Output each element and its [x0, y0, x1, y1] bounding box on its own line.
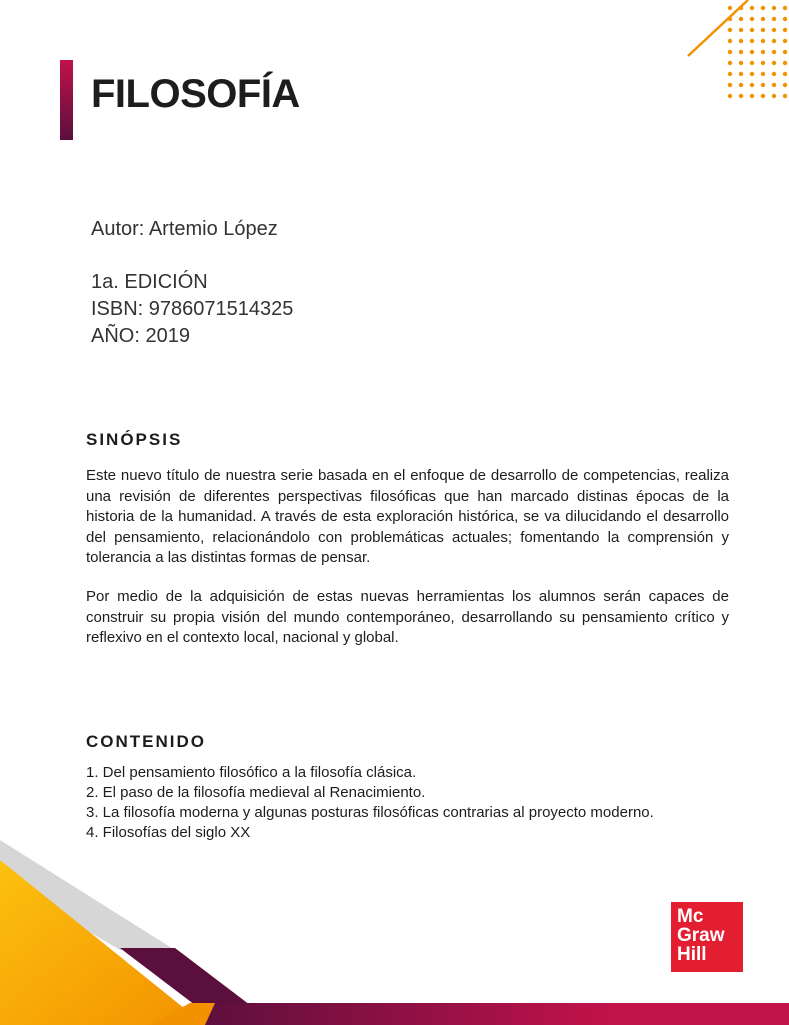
list-item: 2. El paso de la filosofía medieval al Renacimiento.	[86, 784, 426, 801]
orange-dot	[728, 83, 732, 87]
title-accent-bar	[60, 60, 73, 140]
synopsis-paragraph: Este nuevo título de nuestra serie basada en el enfoque de desarrollo de competencias, realiza una revisión de diferentes perspectivas filosóficas que han marcado distinas épocas de la historia de la humanidad. A través de esta exploración histórica, se va dilucidando el desarrollo del pensamiento, relacionándolo con problemáticas actuales; fomentando la comprensión y tolerancia a las distintas formas de pensar.	[86, 467, 729, 566]
orange-dot	[728, 72, 732, 76]
isbn-text: ISBN: 9786071514325	[91, 298, 294, 320]
orange-dot	[739, 17, 743, 21]
orange-dot	[750, 72, 754, 76]
orange-dot	[739, 61, 743, 65]
orange-dot	[750, 17, 754, 21]
logo-line: Hill	[677, 944, 707, 965]
orange-dot	[772, 50, 776, 54]
orange-dot	[728, 39, 732, 43]
orange-dot	[761, 17, 765, 21]
orange-dot	[739, 72, 743, 76]
orange-dot	[772, 83, 776, 87]
orange-dot	[783, 50, 787, 54]
orange-dot	[772, 6, 776, 10]
orange-dot	[739, 50, 743, 54]
orange-dot	[728, 6, 732, 10]
orange-dot	[728, 94, 732, 98]
contents-heading: CONTENIDO	[86, 732, 206, 751]
orange-dot	[750, 6, 754, 10]
orange-dot	[783, 61, 787, 65]
page-title: FILOSOFÍA	[91, 72, 300, 116]
orange-dot	[783, 39, 787, 43]
orange-dot	[728, 50, 732, 54]
edition-text: 1a. EDICIÓN	[91, 271, 208, 293]
list-item: 1. Del pensamiento filosófico a la filosofía clásica.	[86, 764, 417, 781]
orange-dot	[783, 83, 787, 87]
orange-dot	[739, 83, 743, 87]
orange-dot	[761, 61, 765, 65]
orange-dot	[783, 17, 787, 21]
orange-dot	[750, 28, 754, 32]
orange-dot-pattern	[728, 6, 787, 98]
list-item: 3. La filosofía moderna y algunas posturas filosóficas contrarias al proyecto moderno.	[86, 804, 654, 821]
orange-dot	[772, 17, 776, 21]
orange-dot	[783, 28, 787, 32]
orange-dot	[750, 94, 754, 98]
orange-dot	[750, 50, 754, 54]
orange-dot	[750, 61, 754, 65]
orange-dot	[728, 28, 732, 32]
author-text: Autor: Artemio López	[91, 218, 278, 240]
year-text: AÑO: 2019	[91, 325, 190, 347]
bottom-gradient-bar	[190, 1003, 789, 1025]
orange-dot	[761, 6, 765, 10]
orange-dot	[761, 39, 765, 43]
mcgraw-hill-logo	[671, 902, 743, 972]
orange-dot	[783, 94, 787, 98]
logo-line: Mc	[677, 906, 704, 927]
orange-dot	[761, 83, 765, 87]
logo-line: Graw	[677, 925, 725, 946]
orange-dot	[739, 6, 743, 10]
synopsis-paragraph: Por medio de la adquisición de estas nuevas herramientas los alumnos serán capaces de construir su propia visión del mundo contemporáneo, desarrollando su pensamiento crítico y reflexivo en el contexto local, nacional y global.	[86, 588, 729, 646]
orange-dot	[739, 39, 743, 43]
orange-dot	[750, 39, 754, 43]
list-item: 4. Filosofías del siglo XX	[86, 824, 251, 841]
orange-dot	[739, 94, 743, 98]
orange-dot	[739, 28, 743, 32]
orange-dot	[783, 6, 787, 10]
orange-dot	[728, 17, 732, 21]
orange-dot	[772, 61, 776, 65]
orange-dot	[783, 72, 787, 76]
orange-dot	[761, 50, 765, 54]
orange-dot	[772, 28, 776, 32]
orange-dot	[761, 72, 765, 76]
synopsis-heading: SINÓPSIS	[86, 430, 183, 449]
orange-dot	[750, 83, 754, 87]
orange-dot	[728, 61, 732, 65]
yellow-triangle	[0, 860, 205, 1025]
orange-dot	[761, 28, 765, 32]
orange-dot	[761, 94, 765, 98]
orange-dot	[772, 94, 776, 98]
orange-dot	[772, 72, 776, 76]
contents-list	[86, 763, 654, 843]
orange-dot	[772, 39, 776, 43]
